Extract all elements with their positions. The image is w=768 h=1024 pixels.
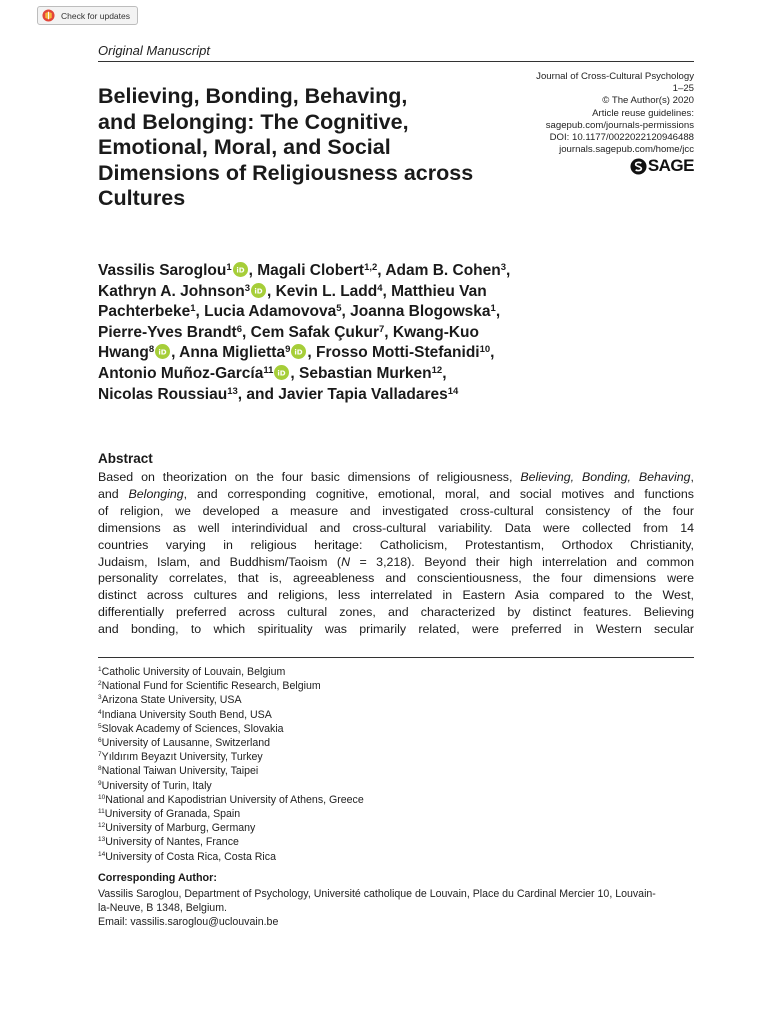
title-line: and Belonging: The Cognitive, [98, 109, 409, 134]
author-name: Pierre-Yves Brandt [98, 323, 237, 341]
affil-ref: 1 [190, 303, 196, 315]
author-name: , Adam B. Cohen [377, 262, 501, 279]
author-line: Vassilis Saroglou$^1$ iD , Magali Clobert$^{1,2}$, Adam B. Cohen$^3$, [98, 262, 511, 279]
sage-logo [630, 156, 694, 176]
affiliation-number: 10 [98, 793, 106, 801]
affiliation-text: Yıldırım Beyazıt University, Turkey [101, 751, 263, 764]
affiliation-number: 14 [98, 850, 106, 858]
affiliation-text: University of Nantes, France [105, 836, 239, 849]
affiliation-text: University of Costa Rica, Costa Rica [105, 850, 276, 863]
sage-logo-text: SAGE [647, 156, 694, 175]
title-line: Emotional, Moral, and Social [98, 135, 391, 159]
affiliation-item [98, 665, 598, 679]
author-name: , Matthieu Van [382, 282, 487, 300]
affiliation-text: University of Granada, Spain [104, 808, 241, 821]
affiliation-text: University of Lausanne, Switzerland [101, 737, 271, 750]
abstract-line: distinct across cultures and religions, less interrelated in Eastern Asia compared to the West, [98, 588, 694, 603]
affiliation-item [98, 779, 598, 793]
author-name: Kathryn A. Johnson [98, 282, 245, 300]
journal-home-link[interactable]: journals.sagepub.com/home/jcc [559, 144, 694, 156]
abstract-line: differentially preferred across cultural zones, and characterized by distinct features. Believing [98, 605, 694, 620]
journal-name: Journal of Cross-Cultural Psychology [536, 71, 694, 82]
affil-ref: 1 [226, 262, 232, 273]
affiliation-text: National and Kapodistrian University of Athens, Greece [105, 793, 364, 806]
corresponding-line: Vassilis Saroglou, Department of Psychology, Université catholique de Louvain, Place du Cardinal Mercier 10, Louvain- [98, 888, 656, 900]
orcid-icon[interactable] [251, 283, 266, 298]
author-line: Antonio Muñoz-García$^{11}$ iD , Sebastian Murken$^{12}$, [98, 364, 447, 382]
affiliation-item [98, 807, 598, 821]
update-icon [42, 9, 55, 22]
author-name: Pachterbeke [98, 303, 191, 321]
author-line: Pachterbeke$^1$, Lucia Adamovova$^5$, Joanna Blogowska$^1$, [98, 303, 501, 321]
affiliation-number: 7 [98, 751, 102, 759]
orcid-icon[interactable] [291, 344, 306, 359]
orcid-icon[interactable] [233, 262, 248, 277]
affiliation-item [98, 679, 598, 693]
affil-ref: 4 [377, 282, 383, 294]
svg-text:iD: iD [277, 368, 286, 378]
affiliation-item [98, 693, 598, 707]
affiliation-item [98, 736, 598, 750]
affiliation-number: 9 [98, 779, 102, 787]
author-name: , Kwang-Kuo [384, 323, 479, 341]
author-name: Hwang [98, 344, 149, 362]
abstract-text: , and corresponding cognitive, emotional, moral, and social motives and functions [183, 486, 695, 501]
author-name: Vassilis Saroglou [98, 262, 227, 279]
abstract-text: , [690, 470, 694, 484]
author-name: Antonio Muñoz-García [98, 364, 264, 382]
affil-ref: 11 [263, 364, 274, 376]
affiliation-number: 5 [98, 722, 102, 730]
abstract-emphasis: Belonging [128, 486, 184, 501]
affil-ref: 5 [336, 303, 342, 315]
affiliation-item [98, 850, 598, 864]
abstract-emphasis: N [341, 554, 351, 569]
affil-ref: 1,2 [364, 262, 378, 273]
affil-ref: 3 [500, 262, 507, 273]
affiliation-number: 6 [98, 737, 102, 745]
abstract-text: = 3,218). Beyond their high interrelation and common [350, 554, 694, 569]
permissions-link[interactable]: sagepub.com/journals-permissions [545, 119, 694, 131]
abstract-line: of religion, we developed a measure and investigated cross-cultural consistency of the four [98, 503, 694, 518]
abstract-line: and bonding, to which spirituality was primarily related, were preferred in Western secular [98, 622, 694, 637]
abstract-emphasis: Believing, Bonding, Behaving [520, 470, 691, 484]
affiliation-list [98, 665, 598, 864]
affiliation-number: 2 [98, 680, 102, 688]
title-line: Believing, Bonding, Behaving, [98, 84, 408, 108]
author-line [98, 282, 598, 303]
doi[interactable]: DOI: 10.1177/0022022120946488 [549, 132, 694, 144]
footnote-rule [98, 657, 694, 658]
abstract-line [98, 469, 694, 486]
badge-label: Check for updates [61, 10, 130, 21]
affiliation-text: University of Marburg, Germany [105, 822, 256, 835]
author-name: , and Javier Tapia Valladares [237, 385, 448, 403]
copyright: © The Author(s) 2020 [602, 95, 694, 107]
title-line: Cultures [98, 186, 186, 210]
author-name: , Kevin L. Ladd [266, 282, 378, 300]
affiliation-item [98, 708, 598, 722]
affiliation-number: 8 [98, 765, 102, 773]
abstract-line: personality correlates, that is, agreeableness and conscientiousness, the four dimensions were [98, 571, 694, 586]
author-name: Nicolas Roussiau [98, 385, 228, 403]
affiliation-text: National Taiwan University, Taipei [101, 765, 259, 778]
corresponding-author-details [98, 887, 694, 930]
check-for-updates-badge[interactable] [37, 6, 138, 25]
author-list [98, 261, 598, 405]
abstract-line: countries varying in religious heritage: Catholicism, Protestantism, Orthodox Christianity, [98, 537, 694, 552]
abstract-line: dimensions as well interindividual and cross-cultural variability. Data were collected from 14 [98, 520, 694, 535]
header-rule [98, 61, 694, 62]
abstract-text: Based on theorization on the four basic dimensions of religiousness, [98, 470, 521, 484]
author-name: , Lucia Adamovova [195, 303, 337, 321]
affiliation-item [98, 750, 598, 764]
author-line [98, 323, 598, 344]
sage-logo-icon [630, 158, 647, 175]
affiliation-item [98, 821, 598, 835]
abstract-text: Judaism, Islam, and Buddhism/Taoism ( [98, 554, 342, 569]
affiliation-text: Catholic University of Louvain, Belgium [101, 666, 286, 678]
author-line: Hwang$^8$ iD , Anna Miglietta$^9$ iD , Frosso Motti-Stefanidi$^{10}$, [98, 344, 495, 362]
author-name: , Joanna Blogowska [341, 303, 491, 321]
orcid-icon[interactable] [155, 344, 170, 359]
affiliation-item [98, 835, 598, 849]
svg-text:iD: iD [294, 347, 303, 357]
abstract-line [98, 554, 694, 571]
affil-ref: 7 [378, 323, 385, 335]
affil-ref: 9 [285, 344, 291, 356]
author-name: , Magali Clobert [248, 262, 365, 279]
corresponding-email[interactable]: Email: vassilis.saroglou@uclouvain.be [98, 916, 279, 929]
author-line [98, 385, 598, 406]
affiliation-item [98, 793, 598, 807]
svg-text:iD: iD [254, 285, 263, 295]
svg-text:iD: iD [158, 347, 167, 357]
page-range: 1–25 [672, 83, 694, 95]
title-line: Dimensions of Religiousness across [98, 160, 474, 185]
corresponding-line: la-Neuve, B 1348, Belgium. [98, 902, 227, 915]
affiliation-text: Arizona State University, USA [101, 694, 242, 707]
affil-ref: 12 [431, 364, 443, 376]
abstract-text: and [98, 486, 129, 501]
affiliation-text: National Fund for Scientific Research, Belgium [101, 680, 321, 693]
affil-ref: 10 [479, 344, 491, 356]
affiliation-text: Slovak Academy of Sciences, Slovakia [101, 722, 284, 735]
abstract-body [98, 469, 694, 638]
corresponding-author-heading: Corresponding Author: [98, 872, 217, 884]
affiliation-item [98, 764, 598, 778]
affil-ref: 13 [227, 385, 238, 397]
affiliation-number: 1 [98, 666, 102, 673]
affiliation-number: 12 [98, 822, 106, 830]
affiliation-number: 13 [98, 836, 106, 844]
affil-ref: 3 [244, 282, 250, 294]
manuscript-type: Original Manuscript [98, 43, 210, 58]
abstract-heading: Abstract [98, 451, 153, 466]
orcid-icon[interactable] [274, 365, 289, 380]
svg-text:iD: iD [236, 265, 245, 275]
author-name: , Sebastian Murken [290, 364, 432, 382]
affil-ref: 1 [490, 303, 496, 315]
affiliation-number: 11 [98, 808, 105, 816]
author-name: , Anna Miglietta [171, 344, 286, 362]
reuse-label: Article reuse guidelines: [592, 107, 694, 119]
affiliation-text: University of Turin, Italy [101, 779, 212, 792]
author-name: , Cem Safak Çukur [242, 323, 379, 341]
affiliation-number: 3 [98, 694, 102, 702]
affil-ref: 14 [447, 385, 459, 397]
affil-ref: 6 [236, 323, 243, 335]
author-name: , Frosso Motti-Stefanidi [307, 344, 480, 362]
abstract-line [98, 486, 694, 503]
affil-ref: 8 [148, 344, 155, 356]
affiliation-text: Indiana University South Bend, USA [101, 708, 272, 721]
affiliation-item [98, 722, 598, 736]
journal-info [434, 71, 694, 156]
affiliation-number: 4 [98, 708, 102, 716]
